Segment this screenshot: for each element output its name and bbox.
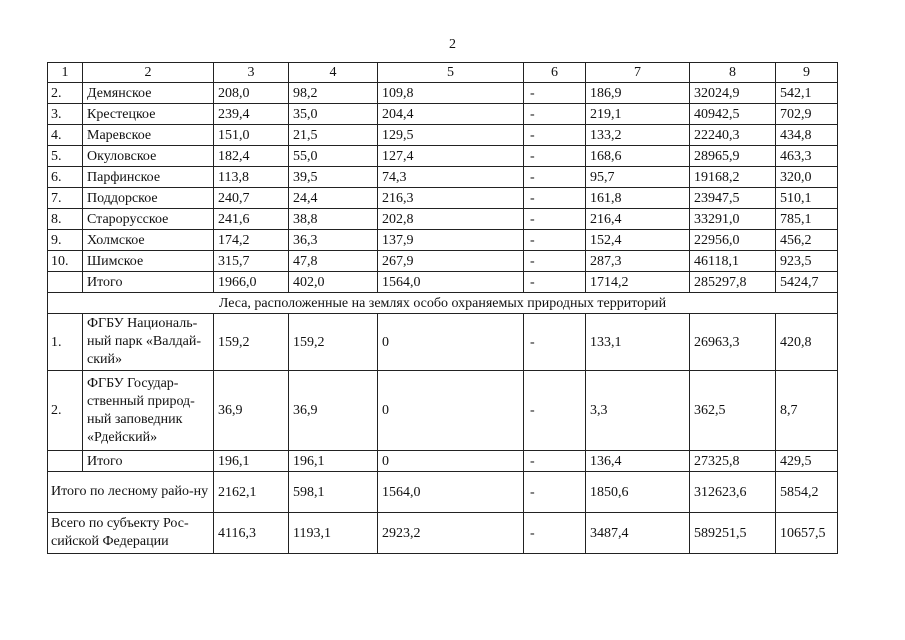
table-cell: 598,1 [289, 472, 378, 513]
table-cell: Демянское [83, 83, 214, 104]
table-cell: - [524, 167, 586, 188]
table-cell: 1850,6 [586, 472, 690, 513]
table-cell: - [524, 472, 586, 513]
table-cell: 456,2 [776, 230, 838, 251]
table-cell: 159,2 [214, 314, 289, 371]
table-cell: 267,9 [378, 251, 524, 272]
header-cell: 3 [214, 63, 289, 83]
table-cell: 127,4 [378, 146, 524, 167]
total-label: Всего по субъекту Рос-сийской Федерации [48, 513, 214, 554]
table-cell: 196,1 [214, 451, 289, 472]
table-cell: - [524, 209, 586, 230]
table-cell: - [524, 83, 586, 104]
table-cell: 5424,7 [776, 272, 838, 293]
table-cell: 362,5 [690, 371, 776, 451]
table-cell: 285297,8 [690, 272, 776, 293]
table-cell: 47,8 [289, 251, 378, 272]
table-cell: ФГБУ Националь-ный парк «Валдай-ский» [83, 314, 214, 371]
table-cell: 0 [378, 451, 524, 472]
table-cell: 429,5 [776, 451, 838, 472]
table-row [48, 146, 838, 167]
table-cell: 21,5 [289, 125, 378, 146]
table-cell: 7. [48, 188, 83, 209]
forest-table [47, 62, 838, 554]
table-cell: 19168,2 [690, 167, 776, 188]
table-row [48, 314, 838, 371]
table-cell: - [524, 188, 586, 209]
table-cell: 510,1 [776, 188, 838, 209]
table-cell: 22240,3 [690, 125, 776, 146]
table-row [48, 188, 838, 209]
table-cell: 152,4 [586, 230, 690, 251]
table-cell: 287,3 [586, 251, 690, 272]
table-cell: 4116,3 [214, 513, 289, 554]
table-cell: 38,8 [289, 209, 378, 230]
header-cell: 1 [48, 63, 83, 83]
table-cell: Окуловское [83, 146, 214, 167]
table-row [48, 371, 838, 451]
table-cell: 133,1 [586, 314, 690, 371]
table-row [48, 104, 838, 125]
table-cell: 9. [48, 230, 83, 251]
table-cell: 161,8 [586, 188, 690, 209]
table-cell: 39,5 [289, 167, 378, 188]
header-cell: 7 [586, 63, 690, 83]
table-cell: 55,0 [289, 146, 378, 167]
table-cell: 542,1 [776, 83, 838, 104]
table-cell: Старорусское [83, 209, 214, 230]
table-cell: Поддорское [83, 188, 214, 209]
table-cell: 182,4 [214, 146, 289, 167]
table-cell: 113,8 [214, 167, 289, 188]
table-cell: - [524, 314, 586, 371]
table-cell: 1564,0 [378, 472, 524, 513]
total-row [48, 513, 838, 554]
table-cell: 136,4 [586, 451, 690, 472]
table-cell: - [524, 125, 586, 146]
header-row [48, 63, 838, 83]
table-cell: 402,0 [289, 272, 378, 293]
table-cell: - [524, 451, 586, 472]
table-cell: 26963,3 [690, 314, 776, 371]
table-cell: 1193,1 [289, 513, 378, 554]
page-number: 2 [449, 37, 456, 52]
subtotal-row [48, 451, 838, 472]
table-cell: 137,9 [378, 230, 524, 251]
table-cell: 5854,2 [776, 472, 838, 513]
table-cell: 196,1 [289, 451, 378, 472]
table-cell: 129,5 [378, 125, 524, 146]
table-cell: 98,2 [289, 83, 378, 104]
table-row [48, 251, 838, 272]
table-cell: 10. [48, 251, 83, 272]
table-cell: 239,4 [214, 104, 289, 125]
table-cell: 202,8 [378, 209, 524, 230]
table-cell: 2162,1 [214, 472, 289, 513]
table-cell: - [524, 104, 586, 125]
table-cell: 702,9 [776, 104, 838, 125]
table-cell: 36,9 [289, 371, 378, 451]
table-cell: 133,2 [586, 125, 690, 146]
table-cell: 28965,9 [690, 146, 776, 167]
table-cell: 22956,0 [690, 230, 776, 251]
header-cell: 4 [289, 63, 378, 83]
subtotal-row [48, 272, 838, 293]
table-cell: 3,3 [586, 371, 690, 451]
table-cell: 5. [48, 146, 83, 167]
table-cell: 785,1 [776, 209, 838, 230]
table-cell: Маревское [83, 125, 214, 146]
table-cell: 151,0 [214, 125, 289, 146]
table-cell: - [524, 230, 586, 251]
table-cell: 186,9 [586, 83, 690, 104]
table-cell: 204,4 [378, 104, 524, 125]
table-cell: 10657,5 [776, 513, 838, 554]
table-row [48, 83, 838, 104]
table-cell: - [524, 251, 586, 272]
table-cell: 1714,2 [586, 272, 690, 293]
table-body [48, 63, 838, 554]
table-cell: Шимское [83, 251, 214, 272]
table-row [48, 167, 838, 188]
table-cell: - [524, 272, 586, 293]
table-cell: Крестецкое [83, 104, 214, 125]
table-cell: 24,4 [289, 188, 378, 209]
table-cell: 2. [48, 371, 83, 451]
table-cell: Холмское [83, 230, 214, 251]
table-cell: Итого [83, 451, 214, 472]
table-cell: ФГБУ Государ-ственный природ-ный заповедник «Рдейский» [83, 371, 214, 451]
table-cell: 23947,5 [690, 188, 776, 209]
table-row [48, 230, 838, 251]
total-row [48, 472, 838, 513]
table-cell: 216,3 [378, 188, 524, 209]
header-cell: 9 [776, 63, 838, 83]
table-cell: 208,0 [214, 83, 289, 104]
table-cell: 923,5 [776, 251, 838, 272]
table-cell: 420,8 [776, 314, 838, 371]
table-cell: - [524, 146, 586, 167]
table-cell: 312623,6 [690, 472, 776, 513]
table-cell: - [524, 371, 586, 451]
table-cell: 109,8 [378, 83, 524, 104]
table-cell: 4. [48, 125, 83, 146]
table-cell: 216,4 [586, 209, 690, 230]
table-row [48, 125, 838, 146]
table-cell: 40942,5 [690, 104, 776, 125]
table-cell: 463,3 [776, 146, 838, 167]
table-cell: 33291,0 [690, 209, 776, 230]
table-cell: 27325,8 [690, 451, 776, 472]
table-cell: 8. [48, 209, 83, 230]
table-cell: 241,6 [214, 209, 289, 230]
table-cell: 74,3 [378, 167, 524, 188]
table-cell: 168,6 [586, 146, 690, 167]
table-cell: 3487,4 [586, 513, 690, 554]
table-cell: 174,2 [214, 230, 289, 251]
table-cell: 95,7 [586, 167, 690, 188]
table-cell: Итого [83, 272, 214, 293]
table-cell [48, 451, 83, 472]
header-cell: 2 [83, 63, 214, 83]
table-cell: 434,8 [776, 125, 838, 146]
table-cell: 8,7 [776, 371, 838, 451]
table-cell: 35,0 [289, 104, 378, 125]
section-row [48, 293, 838, 314]
table-cell: 240,7 [214, 188, 289, 209]
table-cell: 36,3 [289, 230, 378, 251]
table-cell: 589251,5 [690, 513, 776, 554]
table-cell: 315,7 [214, 251, 289, 272]
header-cell: 8 [690, 63, 776, 83]
table-cell: 0 [378, 314, 524, 371]
table-cell: 32024,9 [690, 83, 776, 104]
section-title: Леса, расположенные на землях особо охраняемых природных территорий [48, 293, 838, 314]
table-cell: 1. [48, 314, 83, 371]
table-cell: Парфинское [83, 167, 214, 188]
table-cell: 1966,0 [214, 272, 289, 293]
table-cell [48, 272, 83, 293]
table-cell: 219,1 [586, 104, 690, 125]
table-cell: 320,0 [776, 167, 838, 188]
table-cell: 2. [48, 83, 83, 104]
table-cell: 2923,2 [378, 513, 524, 554]
header-cell: 5 [378, 63, 524, 83]
table-cell: - [524, 513, 586, 554]
table-cell: 3. [48, 104, 83, 125]
table-cell: 46118,1 [690, 251, 776, 272]
table-cell: 159,2 [289, 314, 378, 371]
table-cell: 1564,0 [378, 272, 524, 293]
table-cell: 36,9 [214, 371, 289, 451]
total-label: Итого по лесному райо-ну [48, 472, 214, 513]
table-row [48, 209, 838, 230]
table-cell: 0 [378, 371, 524, 451]
table-cell: 6. [48, 167, 83, 188]
header-cell: 6 [524, 63, 586, 83]
